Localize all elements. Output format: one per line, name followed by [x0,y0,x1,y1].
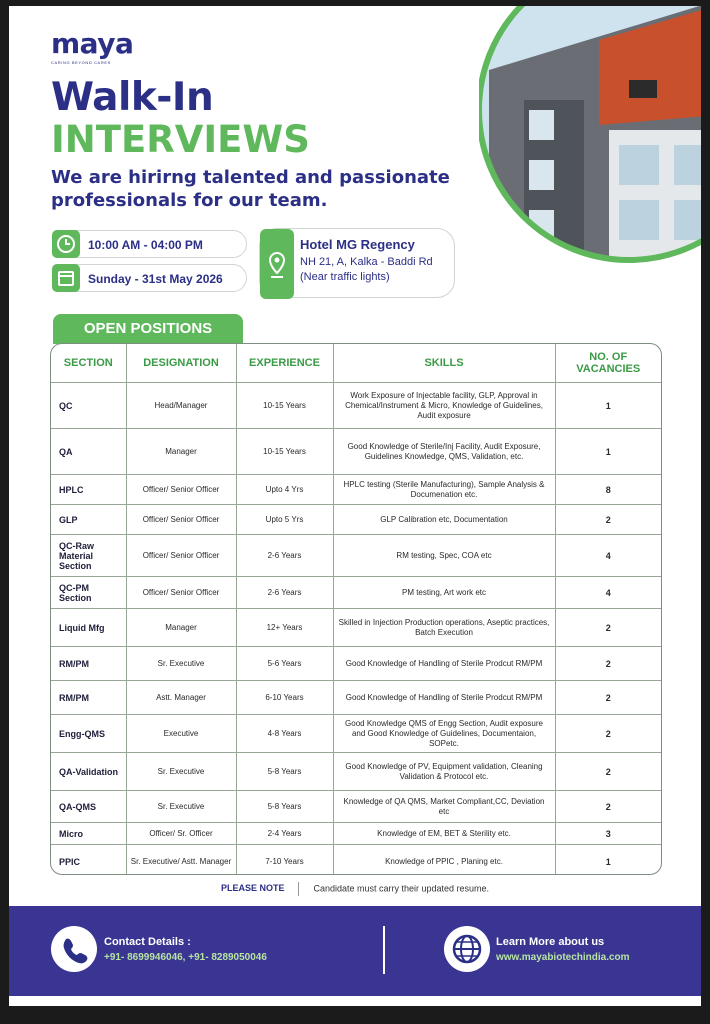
time-pill [52,230,247,258]
footer [9,906,701,996]
cell-vacancies: 3 [555,823,661,845]
cell-skills: Good Knowledge of Handling of Sterile Prodcut RM/PM [333,647,555,681]
cell-designation: Sr. Executive [126,791,236,823]
cell-skills: Work Exposure of Injectable facility, GLP, Approval in Chemical/Instrument & Micro, Knowledge of Guidelines, Audit exposure [333,383,555,429]
col-header-skills: SKILLS [333,344,555,383]
note-text: Candidate must carry their updated resume. [313,883,490,894]
table-row [51,681,661,715]
cell-experience: 10-15 Years [236,429,333,475]
venue-name: Hotel MG Regency [300,237,415,252]
cell-designation: Manager [126,429,236,475]
cell-designation: Officer/ Senior Officer [126,505,236,535]
cell-vacancies: 2 [555,681,661,715]
cell-section: GLP [51,505,126,535]
cell-experience: 5-8 Years [236,753,333,791]
table-row [51,753,661,791]
cell-section: Engg-QMS [51,715,126,753]
cell-skills: PM testing, Art work etc [333,577,555,609]
table-header-row [51,344,661,383]
table-row [51,791,661,823]
date-pill [52,264,247,292]
cell-vacancies: 2 [555,609,661,647]
brand-logo [51,27,134,65]
cell-section: QA [51,429,126,475]
cell-vacancies: 2 [555,647,661,681]
col-header-designation: DESIGNATION [126,344,236,383]
cell-experience: 2-4 Years [236,823,333,845]
cell-vacancies: 2 [555,791,661,823]
col-header-vacancies: NO. OF VACANCIES [555,344,661,383]
cell-section: Liquid Mfg [51,609,126,647]
cell-designation: Sr. Executive/ Astt. Manager [126,845,236,876]
table-row [51,577,661,609]
col-header-section: SECTION [51,344,126,383]
cell-designation: Manager [126,609,236,647]
contact-phones[interactable]: +91- 8699946046, +91- 8289050046 [104,952,267,963]
cell-vacancies: 2 [555,753,661,791]
phone-icon [51,926,97,972]
headline-line1: Walk-In [51,75,214,120]
table-row [51,609,661,647]
table-row [51,475,661,505]
cell-skills: RM testing, Spec, COA etc [333,535,555,577]
globe-icon [444,926,490,972]
cell-skills: Good Knowledge of Sterile/Inj Facility, Audit Exposure, Guidelines Knowledge, QMS, Validation, etc. [333,429,555,475]
note-bar [9,882,701,896]
cell-section: PPIC [51,845,126,876]
cell-designation: Executive [126,715,236,753]
table-row [51,535,661,577]
cell-experience: 4-8 Years [236,715,333,753]
cell-skills: Knowledge of QA QMS, Market Compliant,CC, Deviation etc [333,791,555,823]
event-time: 10:00 AM - 04:00 PM [88,238,203,252]
cell-skills: HPLC testing (Sterile Manufacturing), Sample Analysis & Documenation etc. [333,475,555,505]
cell-designation: Sr. Executive [126,647,236,681]
poster [9,6,701,1006]
cell-experience: 7-10 Years [236,845,333,876]
clock-icon [52,230,80,258]
cell-designation: Astt. Manager [126,681,236,715]
note-label: PLEASE NOTE [220,883,285,894]
location-pin-icon [260,229,294,299]
table-row [51,647,661,681]
cell-experience: 10-15 Years [236,383,333,429]
cell-experience: 2-6 Years [236,577,333,609]
web-url[interactable]: www.mayabiotechindia.com [496,952,630,963]
cell-vacancies: 4 [555,577,661,609]
cell-experience: 5-6 Years [236,647,333,681]
cell-skills: Good Knowledge QMS of Engg Section, Audit exposure and Good Knowledge of Guidelines, Documentaion, SOPetc. [333,715,555,753]
cell-vacancies: 1 [555,429,661,475]
cell-designation: Officer/ Senior Officer [126,475,236,505]
cell-vacancies: 8 [555,475,661,505]
cell-section: QC-PM Section [51,577,126,609]
cell-vacancies: 4 [555,535,661,577]
cell-section: QA-Validation [51,753,126,791]
note-divider [298,882,299,896]
cell-experience: Upto 5 Yrs [236,505,333,535]
cell-experience: 12+ Years [236,609,333,647]
positions-table [50,343,662,875]
cell-section: HPLC [51,475,126,505]
cell-experience: 5-8 Years [236,791,333,823]
cell-experience: 2-6 Years [236,535,333,577]
cell-designation: Officer/ Senior Officer [126,535,236,577]
cell-skills: Good Knowledge of Handling of Sterile Prodcut RM/PM [333,681,555,715]
cell-section: QC-Raw Material Section [51,535,126,577]
intro-text: We are hirirng talented and passionate professionals for our team. [51,167,450,211]
cell-experience: 6-10 Years [236,681,333,715]
table-row [51,845,661,876]
table-row [51,823,661,845]
contact-title: Contact Details : [104,936,191,948]
cell-section: QA-QMS [51,791,126,823]
web-title: Learn More about us [496,936,605,948]
cell-designation: Officer/ Sr. Officer [126,823,236,845]
cell-experience: Upto 4 Yrs [236,475,333,505]
open-positions-heading: OPEN POSITIONS [53,314,243,344]
brand-tagline: CARING BEYOND CARES [51,60,111,65]
headline-line2: INTERVIEWS [51,118,310,161]
col-header-experience: EXPERIENCE [236,344,333,383]
cell-skills: Knowledge of PPIC , Planing etc. [333,845,555,876]
event-date: Sunday - 31st May 2026 [88,272,223,286]
table-row [51,715,661,753]
table-row [51,429,661,475]
cell-section: QC [51,383,126,429]
cell-vacancies: 2 [555,505,661,535]
table-row [51,383,661,429]
table-row [51,505,661,535]
cell-vacancies: 1 [605,856,611,867]
cell-skills: Skilled in Injection Production operations, Aseptic practices, Batch Execution [333,609,555,647]
cell-skills: GLP Calibration etc, Documentation [333,505,555,535]
cell-designation: Head/Manager [126,383,236,429]
calendar-icon [52,264,80,292]
cell-vacancies: 2 [555,715,661,753]
cell-designation: Officer/ Senior Officer [126,577,236,609]
cell-vacancies: 1 [555,383,661,429]
cell-designation: Sr. Executive [126,753,236,791]
cell-skills: Knowledge of EM, BET & Sterility etc. [333,823,555,845]
cell-section: RM/PM [51,681,126,715]
cell-section: RM/PM [51,647,126,681]
footer-divider [383,926,385,974]
building-photo [479,6,701,270]
cell-section: Micro [51,823,126,845]
brand-name: maya [51,27,134,60]
venue-address: NH 21, A, Kalka - Baddi Rd (Near traffic lights) [300,256,433,283]
venue-box [259,228,455,298]
cell-skills: Good Knowledge of PV, Equipment validation, Cleaning Validation & Protocol etc. [333,753,555,791]
